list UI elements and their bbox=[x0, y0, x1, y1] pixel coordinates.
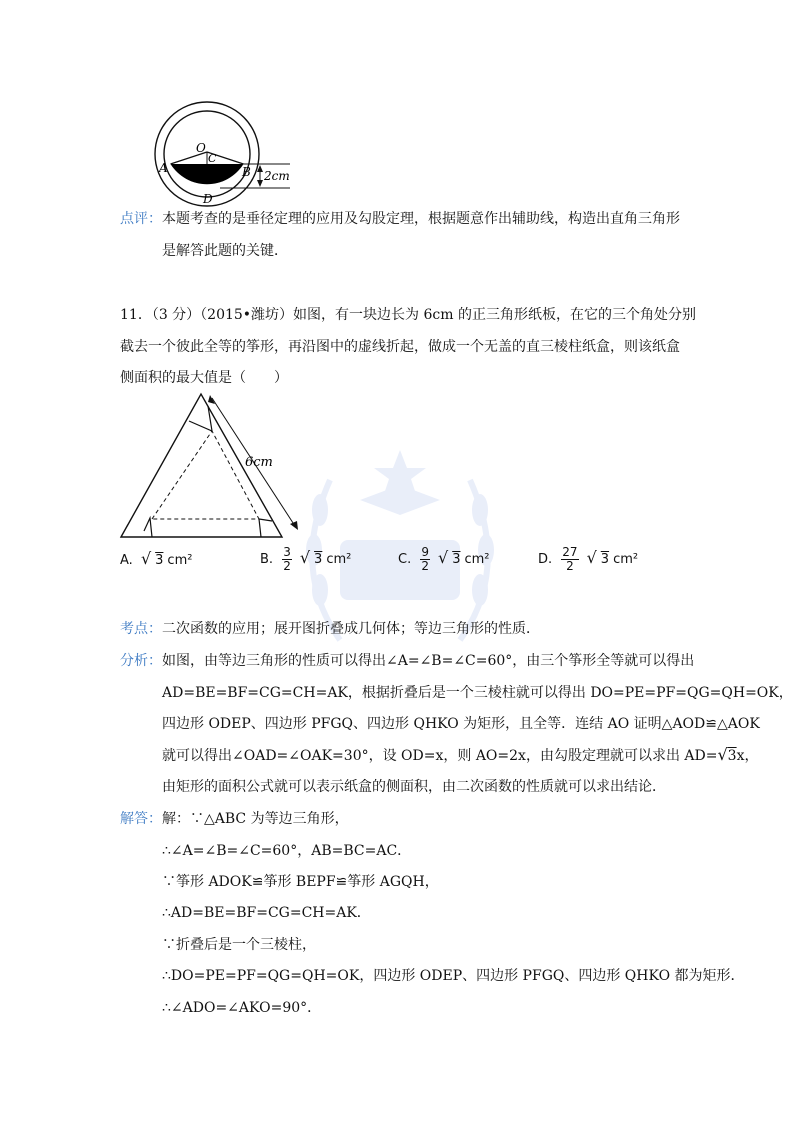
label-B: B bbox=[242, 165, 251, 179]
jieda-line-2: ∴∠A=∠B=∠C=60°，AB=BC=AC． bbox=[162, 843, 412, 859]
fenxi-line-2: AD=BE=BF=CG=CH=AK，根据折叠后是一个三棱柱就可以得出 DO=PE=PF=QG=QH=OK， bbox=[162, 685, 793, 701]
kaodian-tag: 考点： bbox=[120, 621, 162, 637]
length-label: 6cm bbox=[245, 455, 273, 470]
question-line-3: 侧面积的最大值是（ ） bbox=[120, 370, 288, 386]
question-line-2: 截去一个彼此全等的筝形，再沿图中的虚线折起，做成一个无盖的直三棱柱纸盒，则该纸盒 bbox=[120, 339, 680, 355]
kaodian-line: 考点：二次函数的应用；展开图折叠成几何体；等边三角形的性质． bbox=[120, 621, 540, 637]
fenxi-line-3: 四边形 ODEP、四边形 PFGQ、四边形 QHKO 为矩形，且全等．连结 AO 证明△AOD≌△AOK bbox=[162, 716, 760, 732]
question-line-1: 11．（3 分）（2015•潍坊）如图，有一块边长为 6cm 的正三角形纸板，在它的三个角处分别 bbox=[120, 307, 696, 323]
label-O: O bbox=[196, 141, 206, 155]
triangle-figure bbox=[115, 388, 310, 540]
fenxi-line-5: 由矩形的面积公式就可以表示纸盒的侧面积，由二次函数的性质就可以求出结论． bbox=[162, 779, 666, 795]
option-a: A. √ 3 cm² bbox=[120, 549, 193, 568]
option-b: B. $\frac{3}{2}$ √ 3 cm² bbox=[260, 545, 352, 573]
comment-tag: 点评： bbox=[120, 211, 162, 227]
dimension-label: 2cm bbox=[264, 169, 290, 183]
jieda-line-4: ∴AD=BE=BF=CG=CH=AK． bbox=[162, 905, 371, 921]
option-d: D. $\frac{27}{2}$ √ 3 cm² bbox=[538, 545, 639, 573]
fenxi-line-1: 分析：如图，由等边三角形的性质可以得出∠A=∠B=∠C=60°，由三个筝形全等就可以得出 bbox=[120, 653, 695, 669]
circle-figure bbox=[150, 92, 320, 207]
option-c: C. $\frac{9}{2}$ √ 3 cm² bbox=[398, 545, 490, 573]
jieda-line-5: ∵折叠后是一个三棱柱， bbox=[162, 937, 316, 953]
jieda-line-1: 解答：解：∵△ABC 为等边三角形， bbox=[120, 811, 349, 827]
jieda-line-3: ∵筝形 ADOK≌筝形 BEPF≌筝形 AGQH， bbox=[162, 874, 439, 890]
jieda-tag: 解答： bbox=[120, 811, 162, 827]
comment-line-2: 是解答此题的关键． bbox=[162, 243, 288, 259]
fenxi-tag: 分析： bbox=[120, 653, 162, 669]
jieda-line-6: ∴DO=PE=PF=QG=QH=OK，四边形 ODEP、四边形 PFGQ、四边形 QHKO 都为矩形． bbox=[162, 968, 745, 984]
label-C: C bbox=[208, 152, 217, 165]
fenxi-line-4: 就可以得出∠OAD=∠OAK=30°，设 OD=x，则 AO=2x，由勾股定理就可以求出 AD=√3x， bbox=[162, 745, 759, 764]
label-D: D bbox=[203, 192, 213, 206]
jieda-line-7: ∴∠ADO=∠AKO=90°． bbox=[162, 1000, 322, 1016]
label-A: A bbox=[159, 161, 168, 175]
comment-line-1: 点评：本题考查的是垂径定理的应用及勾股定理，根据题意作出辅助线，构造出直角三角形 bbox=[120, 211, 680, 227]
